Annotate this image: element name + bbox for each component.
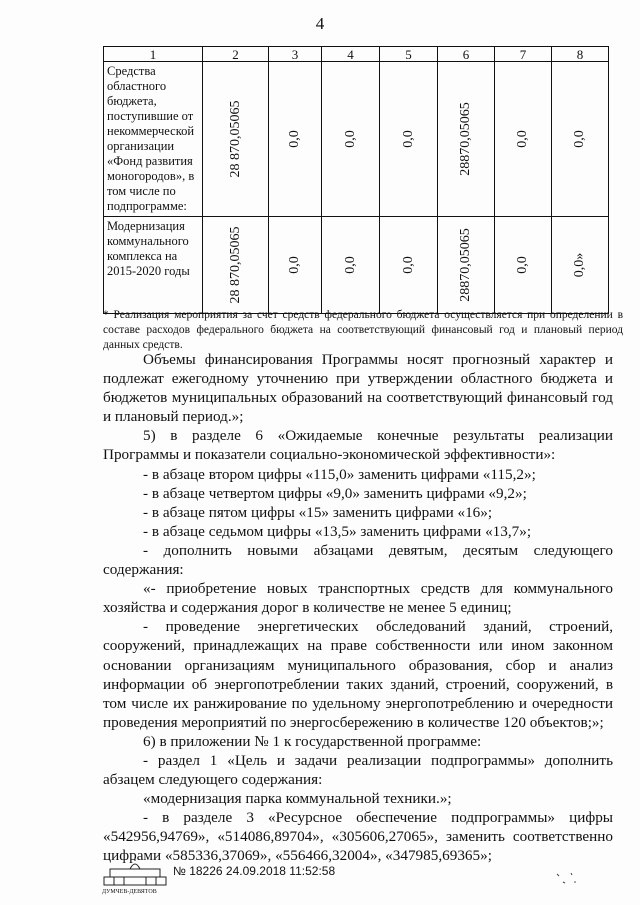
cell-value: 0,0 — [400, 130, 416, 148]
stamp-caption: ДУМЧЕВ-ДЕВЯТОВ — [102, 889, 157, 895]
column-header: 6 — [438, 47, 495, 62]
table-footnote: * Реализация мероприятия за счет средств федерального бюджета осуществляется при определении в составе расходов федерального бюджета на соответствующий финансовый год и плановый период данных средств. — [103, 309, 623, 351]
cell-value: 28 870,05065 — [227, 100, 243, 178]
list-item: - в абзаце втором цифры «115,0» заменить цифрами «115,2»; — [143, 465, 536, 483]
document-body — [103, 350, 613, 866]
paragraph: 6) в приложении № 1 к государственной программе: — [143, 732, 482, 750]
column-header: 1 — [104, 47, 203, 62]
cell-value: 28870,05065 — [458, 228, 473, 302]
paragraph: 5) в разделе 6 «Ожидаемые конечные результаты реализации Программы и показатели социально-экономической эффективности»: — [103, 427, 613, 464]
row-name: Модернизация коммунального комплекса на 2015-2020 годы — [104, 217, 203, 314]
column-header: 8 — [552, 47, 609, 62]
paragraph: Объемы финансирования Программы носят прогнозный характер и подлежат ежегодному уточнению при утверждении областного бюджета и бюджетов муниципальных образований на соответствующий финансовый год и плановый период.»; — [103, 351, 613, 426]
cell-value: 0,0 — [572, 130, 587, 148]
paragraph: «модернизация парка коммунальной техники.»; — [143, 790, 452, 808]
column-header: 2 — [203, 47, 269, 62]
financing-table — [103, 46, 609, 314]
cell-value: 0,0 — [287, 130, 302, 148]
cell-value: 28870,05065 — [458, 102, 473, 176]
list-item: - в абзаце четвертом цифры «9,0» заменить цифрами «9,2»; — [143, 484, 527, 502]
column-header: 7 — [495, 47, 552, 62]
table-row — [104, 62, 609, 217]
cell-value: 0,0 — [400, 256, 416, 274]
column-header: 4 — [322, 47, 380, 62]
list-item: - проведение энергетических обследований зданий, строений, сооружений, принадлежащих на праве собственности или ином законном основании организациям муниципального образования, сбор и анализ информации об энергопотреблении таких зданий, строений, сооружений, в том числе их ранжирование по удельному энергопотреблению и очередности проведения мероприятий по энергосбережению в количестве 120 объектов;»; — [103, 618, 613, 731]
cell-value: 0,0 — [515, 130, 530, 148]
cell-value: 0,0 — [342, 256, 358, 274]
list-item: - в разделе 3 «Ресурсное обеспечение подпрограммы» цифры «542956,94769», «514086,89704», «305606,27065», заменить соответственно цифрами «585336,37069», «556466,32004», «347985,69365»; — [103, 809, 613, 865]
list-item: «- приобретение новых транспортных средств для коммунального хозяйства и содержания дорог в количестве не менее 5 единиц; — [103, 580, 613, 617]
list-item: - раздел 1 «Цель и задачи реализации подпрограммы» дополнить абзацем следующего содержания: — [103, 751, 613, 789]
margin-mark — [555, 870, 579, 891]
column-header: 5 — [380, 47, 438, 62]
list-item: - в абзаце пятом цифры «15» заменить цифрами «16»; — [143, 503, 493, 521]
registration-number: № 18226 24.09.2018 11:52:58 — [173, 864, 336, 878]
list-item: - дополнить новыми абзацами девятым, десятым следующего содержания: — [103, 541, 613, 579]
organization-stamp — [102, 855, 168, 895]
cell-value: 0,0 — [287, 256, 302, 274]
cell-value: 0,0 — [515, 256, 530, 274]
table-header-row — [104, 47, 609, 62]
cell-value: 28 870,05065 — [227, 226, 243, 304]
table-row — [104, 217, 609, 314]
cell-value: 0,0» — [572, 252, 587, 278]
list-item: - в абзаце седьмом цифры «13,5» заменить цифрами «13,7»; — [143, 522, 532, 540]
row-name: Средства областного бюджета, поступившие от некоммерческой организации «Фонд развития моногородов», в том числе по подпрограмме: — [104, 62, 203, 217]
building-logo-icon — [102, 855, 168, 892]
column-header: 3 — [269, 47, 322, 62]
cell-value: 0,0 — [342, 130, 358, 148]
page-number: 4 — [315, 14, 325, 33]
